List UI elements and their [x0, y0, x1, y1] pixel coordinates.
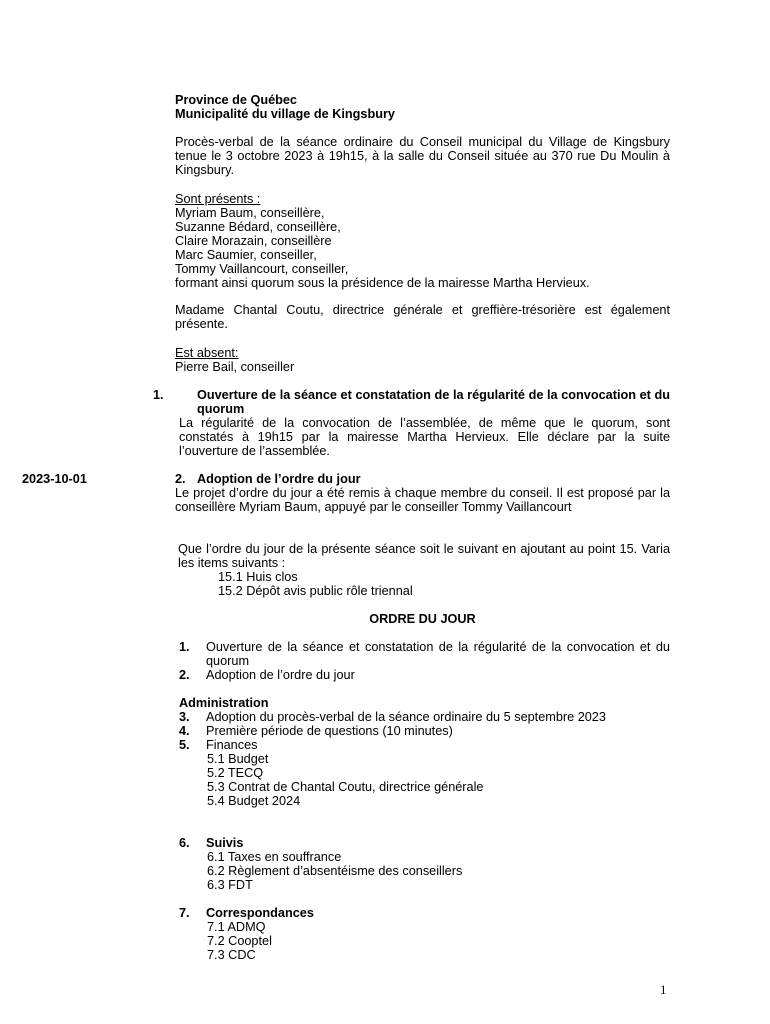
section-1-number: 1.: [153, 388, 164, 402]
present-member: Myriam Baum, conseillère,: [175, 206, 325, 220]
agenda-item: 6. Suivis: [179, 836, 244, 850]
section-2-number: 2.: [175, 472, 186, 486]
present-block: [175, 192, 670, 290]
margin-resolution-date: 2023-10-01: [22, 472, 87, 486]
agenda-item: 5. Finances: [179, 738, 258, 752]
agenda-item: 3. Adoption du procès-verbal de la séance ordinaire du 5 septembre 2023: [179, 710, 606, 724]
finances-subitem: 5.3 Contrat de Chantal Coutu, directrice générale: [207, 780, 484, 794]
agenda-item: 4. Première période de questions (10 minutes): [179, 724, 453, 738]
suivis-subitem: 6.1 Taxes en souffrance: [207, 850, 342, 864]
present-member: Tommy Vaillancourt, conseiller,: [175, 262, 349, 276]
section-1: [153, 388, 670, 458]
suivis-subitem: 6.3 FDT: [207, 878, 253, 892]
section-2-resolution: [178, 542, 670, 598]
suivis-subitem: 6.2 Règlement d’absentéisme des conseillers: [207, 864, 463, 878]
municipality-label: Municipalité du village de Kingsbury: [175, 107, 395, 121]
varia-item: 15.2 Dépôt avis public rôle triennal: [218, 584, 413, 598]
present-member: Marc Saumier, conseiller,: [175, 248, 317, 262]
varia-item: 15.1 Huis clos: [218, 570, 298, 584]
finances-subitem: 5.4 Budget 2024: [207, 794, 301, 808]
present-member: Suzanne Bédard, conseillère,: [175, 220, 341, 234]
director-paragraph: Madame Chantal Coutu, directrice générale et greffière-trésorière est également présente.: [175, 303, 670, 331]
agenda-title: ORDRE DU JOUR: [369, 612, 476, 626]
document-header: [175, 93, 670, 121]
correspondances-subitem: 7.1 ADMQ: [207, 920, 266, 934]
correspondances-subitem: 7.2 Cooptel: [207, 934, 272, 948]
resolution-text: Que l’ordre du jour de la présente séance soit le suivant en ajoutant au point 15. Varia les items suivants :: [178, 542, 670, 570]
page-number: 1: [660, 982, 667, 997]
section-2: [175, 472, 670, 514]
absent-heading: Est absent:: [175, 346, 239, 360]
agenda-administration: [179, 696, 670, 808]
present-member: Claire Morazain, conseillère: [175, 234, 332, 248]
agenda-item: 7. Correspondances: [179, 906, 314, 920]
section-2-title: 2. Adoption de l’ordre du jour: [175, 472, 361, 486]
intro-paragraph: Procès-verbal de la séance ordinaire du Conseil municipal du Village de Kingsbury tenue le 3 octobre 2023 à 19h15, à la salle du Conseil située au 370 rue Du Moulin à Kingsbury.: [175, 135, 670, 177]
section-1-body: La régularité de la convocation de l’assemblée, de même que le quorum, sont constatés à 19h15 par la mairesse Martha Hervieux. Elle déclare par la suite l’ouverture de l’assemblée.: [179, 416, 670, 458]
absent-block: [175, 346, 670, 374]
province-label: Province de Québec: [175, 93, 297, 107]
present-heading: Sont présents :: [175, 192, 261, 206]
agenda-item: 2. Adoption de l’ordre du jour: [179, 668, 355, 682]
finances-subitem: 5.1 Budget: [207, 752, 269, 766]
correspondances-subitem: 7.3 CDC: [207, 948, 256, 962]
quorum-statement: formant ainsi quorum sous la présidence de la mairesse Martha Hervieux.: [175, 276, 590, 290]
agenda-list-a: [179, 640, 670, 682]
agenda-correspondances: [179, 906, 670, 962]
section-1-title: 1. Ouverture de la séance et constatation de la régularité de la convocation et du quorum: [153, 388, 670, 416]
finances-subitem: 5.2 TECQ: [207, 766, 264, 780]
administration-heading: Administration: [179, 696, 269, 710]
section-2-body: Le projet d’ordre du jour a été remis à chaque membre du conseil. Il est proposé par la conseillère Myriam Baum, appuyé par le conseiller Tommy Vaillancourt: [175, 486, 670, 514]
agenda-suivis: [179, 836, 670, 892]
absent-member: Pierre Bail, conseiller: [175, 360, 295, 374]
agenda-item: 1. Ouverture de la séance et constatation de la régularité de la convocation et du quorum: [179, 640, 670, 668]
